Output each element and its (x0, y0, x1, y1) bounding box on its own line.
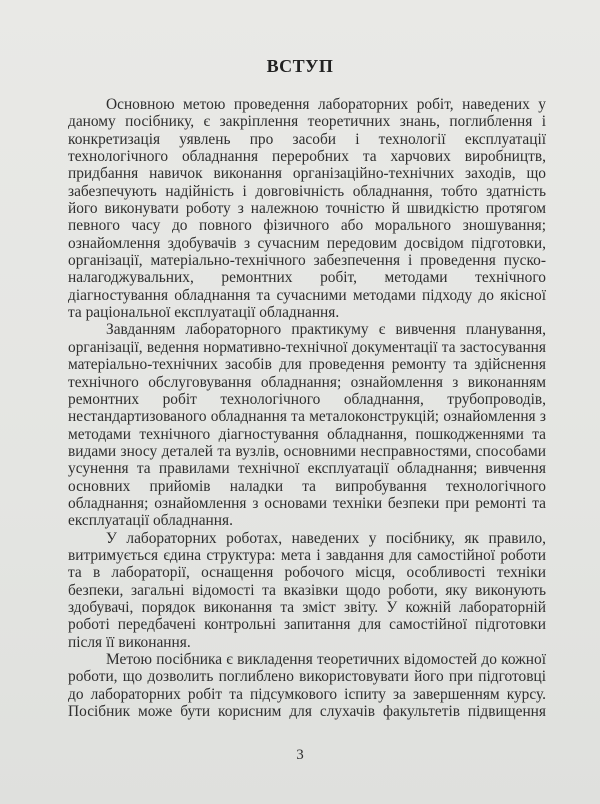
text-line: організації, матеріально-технічного забезпечення і проведення пуско- (68, 252, 546, 270)
paragraph (68, 530, 546, 651)
text-line: ремонтних робіт технологічного обладнання, трубопроводів, (68, 390, 546, 408)
text-line: здобувачі, порядок виконання та зміст звіту. У кожній лабораторній (68, 598, 546, 616)
text-line: роботі передбачені контрольні запитання для самостійної підготовки (68, 616, 546, 634)
paragraph (68, 321, 546, 529)
text-line: та в лабораторії, оснащення робочого місця, особливості техніки (68, 564, 546, 582)
text-line: організації, ведення нормативно-технічної документації та застосування (68, 338, 546, 356)
text-line: Основною метою проведення лабораторних робіт, наведених у (106, 96, 546, 113)
text-line: нестандартизованого обладнання та металоконструкцій; ознайомлення з (68, 408, 546, 426)
text-line: усунення та правилами технічної експлуатації обладнання; вивчення (68, 460, 546, 478)
text-line: придбання навичок виконання організаційно-технічних заходів, що (68, 165, 546, 183)
text-line: його виконувати роботу з належною точністю й швидкістю протягом (68, 200, 546, 218)
text-line: конкретизація уявлень про засоби і технології експлуатації (68, 130, 546, 148)
text-line: Посібник може бути корисним для слухачів факультетів підвищення (68, 703, 546, 721)
text-line: видами зносу деталей та вузлів, основними несправностями, способами (68, 442, 546, 460)
text-line: та раціональної експлуатації обладнання. (68, 304, 340, 322)
text-line: Метою посібника є викладення теоретичних відомостей до кожної (106, 651, 546, 668)
text-line: даному посібнику, є закріплення теоретичних знань, поглиблення і (68, 113, 546, 131)
text-line: У лабораторних роботах, наведених у посібнику, як правило, (106, 529, 546, 547)
text-line: ознайомлення здобувачів з сучасним передовим досвідом підготовки, (68, 234, 546, 252)
text-line: певного часу до повного фізичного або морального зношування; (68, 217, 546, 235)
page-number: 3 (296, 747, 304, 763)
paragraph (68, 96, 546, 321)
text-line: матеріально-технічних засобів для проведення ремонту та здійснення (68, 356, 546, 374)
text-line: забезпечують надійність і довговічність обладнання, тобто здатність (68, 182, 546, 200)
text-line: діагностування обладнання та сучасними методами підходу до якісної (68, 286, 546, 304)
text-line: після її виконання. (68, 633, 191, 651)
text-line: основних прийомів наладки та випробування технологічного (68, 477, 546, 495)
text-line: витримується єдина структура: мета і завдання для самостійної роботи (68, 546, 546, 564)
page-title: ВСТУП (266, 56, 334, 76)
text-line: роботи, що дозволить поглиблено використовувати його при підготовці (68, 668, 546, 686)
document-body (68, 96, 546, 720)
paragraph (68, 651, 546, 720)
text-line: Завданням лабораторного практикуму є вивчення планування, (106, 321, 546, 339)
text-line: технологічного обладнання переробних та харчових виробництв, (68, 148, 546, 166)
text-line: налагоджувальних, ремонтних робіт, методами технічного (68, 269, 546, 287)
text-line: до лабораторних робіт та підсумкового іспиту за завершенням курсу. (68, 685, 546, 703)
text-line: обладнання; ознайомлення з основами техніки безпеки при ремонті та (68, 494, 546, 512)
text-line: експлуатації обладнання. (68, 512, 233, 530)
text-line: безпеки, загальні відомості та вказівки щодо роботи, яку виконують (68, 581, 546, 599)
text-line: методами технічного діагностування обладнання, пошкодженнями та (68, 425, 546, 443)
text-line: технічного обслуговування обладнання; ознайомлення з виконанням (68, 373, 546, 391)
